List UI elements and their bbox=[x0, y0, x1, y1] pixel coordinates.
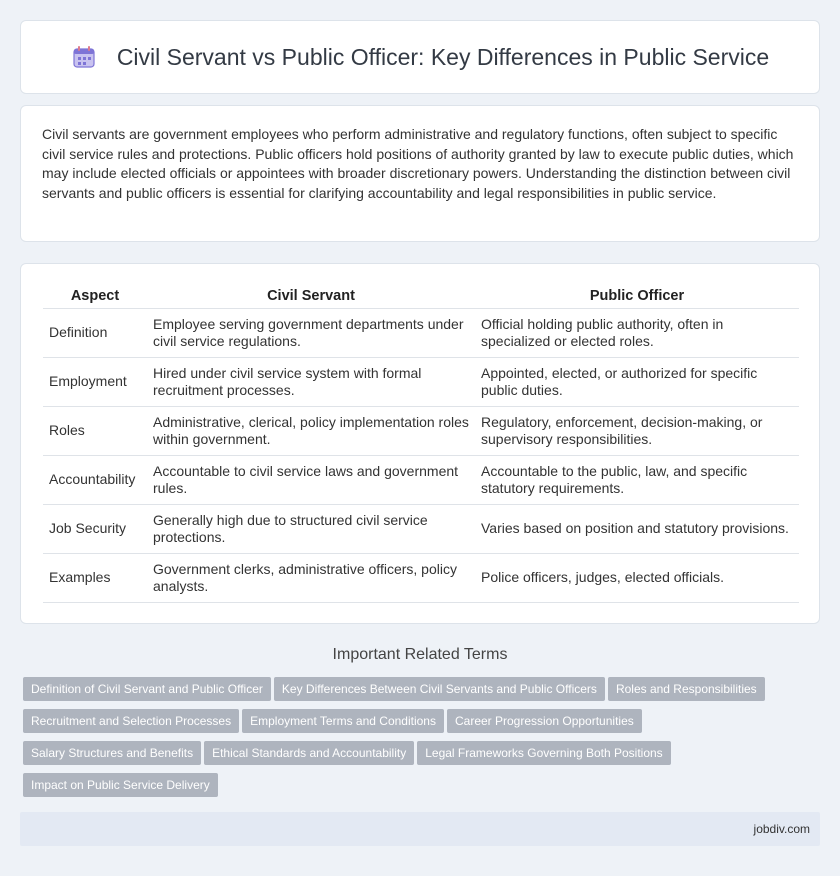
public-officer-cell: Official holding public authority, often in specialized or elected roles. bbox=[475, 308, 799, 357]
calendar-icon bbox=[71, 44, 97, 70]
header-civil-servant: Civil Servant bbox=[147, 284, 475, 308]
related-term-tag[interactable]: Legal Frameworks Governing Both Positions bbox=[417, 741, 670, 765]
footer bbox=[20, 812, 820, 846]
related-term-tag[interactable]: Salary Structures and Benefits bbox=[23, 741, 201, 765]
comparison-table bbox=[43, 284, 799, 603]
aspect-cell: Definition bbox=[43, 308, 147, 357]
civil-servant-cell: Hired under civil service system with formal recruitment processes. bbox=[147, 357, 475, 406]
related-term-tag[interactable]: Employment Terms and Conditions bbox=[242, 709, 444, 733]
aspect-cell: Employment bbox=[43, 357, 147, 406]
related-term-tag[interactable]: Career Progression Opportunities bbox=[447, 709, 642, 733]
civil-servant-cell: Employee serving government departments under civil service regulations. bbox=[147, 308, 475, 357]
related-term-tag[interactable]: Definition of Civil Servant and Public Officer bbox=[23, 677, 271, 701]
title-card bbox=[20, 20, 820, 94]
public-officer-cell: Accountable to the public, law, and specific statutory requirements. bbox=[475, 455, 799, 504]
related-term-tag[interactable]: Impact on Public Service Delivery bbox=[23, 773, 218, 797]
intro-paragraph: Civil servants are government employees who perform administrative and regulatory functions, often subject to specific civil service rules and protections. Public officers hold positions of authority granted by law to execute public duties, which may include elected officials or appointees with broader discretionary powers. Understanding the distinction between civil servants and public officers is essential for clarifying accountability and legal responsibilities in public service. bbox=[42, 126, 794, 201]
table-row bbox=[43, 504, 799, 553]
table-row bbox=[43, 406, 799, 455]
intro-card bbox=[20, 105, 820, 242]
related-terms-title: Important Related Terms bbox=[332, 646, 508, 663]
aspect-cell: Roles bbox=[43, 406, 147, 455]
page-title: Civil Servant vs Public Officer: Key Differences in Public Service bbox=[116, 43, 770, 70]
aspect-cell: Accountability bbox=[43, 455, 147, 504]
table-row bbox=[43, 357, 799, 406]
civil-servant-cell: Administrative, clerical, policy implementation roles within government. bbox=[147, 406, 475, 455]
related-term-tag[interactable]: Key Differences Between Civil Servants and Public Officers bbox=[274, 677, 605, 701]
table-row bbox=[43, 553, 799, 602]
aspect-cell: Job Security bbox=[43, 504, 147, 553]
aspect-cell: Examples bbox=[43, 553, 147, 602]
public-officer-cell: Varies based on position and statutory provisions. bbox=[475, 504, 799, 553]
related-term-tag[interactable]: Ethical Standards and Accountability bbox=[204, 741, 414, 765]
civil-servant-cell: Generally high due to structured civil service protections. bbox=[147, 504, 475, 553]
header-aspect: Aspect bbox=[43, 284, 147, 308]
related-terms-list bbox=[23, 677, 823, 805]
public-officer-cell: Regulatory, enforcement, decision-making, or supervisory responsibilities. bbox=[475, 406, 799, 455]
comparison-card bbox=[20, 263, 820, 624]
table-row bbox=[43, 455, 799, 504]
table-row bbox=[43, 308, 799, 357]
table-header-row bbox=[43, 284, 799, 308]
civil-servant-cell: Government clerks, administrative officers, policy analysts. bbox=[147, 553, 475, 602]
public-officer-cell: Police officers, judges, elected officials. bbox=[475, 553, 799, 602]
civil-servant-cell: Accountable to civil service laws and government rules. bbox=[147, 455, 475, 504]
footer-site-link[interactable]: jobdiv.com bbox=[753, 822, 810, 836]
public-officer-cell: Appointed, elected, or authorized for specific public duties. bbox=[475, 357, 799, 406]
header-public-officer: Public Officer bbox=[475, 284, 799, 308]
related-term-tag[interactable]: Roles and Responsibilities bbox=[608, 677, 765, 701]
related-term-tag[interactable]: Recruitment and Selection Processes bbox=[23, 709, 239, 733]
